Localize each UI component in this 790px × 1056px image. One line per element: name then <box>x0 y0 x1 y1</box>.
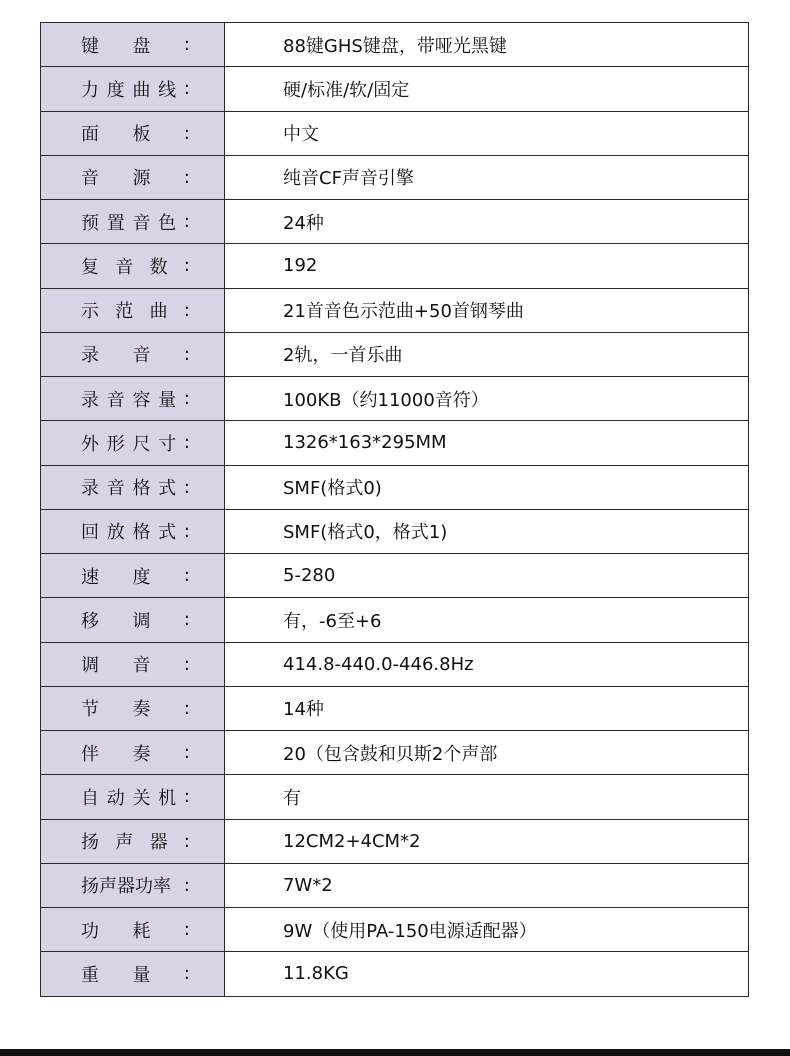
spec-row <box>41 863 749 907</box>
spec-label-char: 音 <box>115 256 134 278</box>
spec-label <box>81 828 190 854</box>
spec-label-char: 范 <box>115 301 134 323</box>
spec-label-char: 键 <box>81 35 99 57</box>
spec-label-char: 度 <box>106 79 125 101</box>
spec-label <box>81 518 190 544</box>
spec-label-char: 复 <box>81 256 99 278</box>
spec-row <box>41 377 749 421</box>
spec-label-char: 功 <box>81 920 99 942</box>
spec-label-char: 示 <box>81 301 99 323</box>
spec-label-colon: : <box>183 388 190 410</box>
spec-value: 纯音CF声音引擎 <box>225 155 749 199</box>
spec-row <box>41 731 749 775</box>
spec-label-char: 预 <box>81 212 99 234</box>
spec-label-cell <box>41 509 225 553</box>
spec-row <box>41 67 749 111</box>
spec-label-cell <box>41 155 225 199</box>
spec-label <box>81 32 190 58</box>
spec-label-cell <box>41 332 225 376</box>
spec-label-char: 式 <box>158 522 177 544</box>
spec-label-char: 尺 <box>132 433 151 455</box>
spec-label-char: 形 <box>106 433 125 455</box>
spec-label-char: 放 <box>106 522 125 544</box>
spec-label <box>81 297 190 323</box>
spec-label <box>81 917 190 943</box>
spec-row <box>41 288 749 332</box>
spec-label-colon: : <box>183 299 190 321</box>
spec-label-cell <box>41 111 225 155</box>
spec-label-colon: : <box>183 874 190 896</box>
spec-label-char: 音 <box>132 655 151 677</box>
spec-label-char: 扬声器功率 <box>81 876 171 898</box>
spec-label-char: 曲 <box>132 79 151 101</box>
spec-label-char: 调 <box>132 610 151 632</box>
spec-label-char: 录 <box>81 478 99 500</box>
spec-label-char: 度 <box>132 566 151 588</box>
spec-label-char: 奏 <box>132 743 151 765</box>
spec-label-colon: : <box>183 78 190 100</box>
spec-label <box>81 386 190 412</box>
spec-label-char: 回 <box>81 522 99 544</box>
spec-label-char: 音 <box>132 345 151 367</box>
spec-label <box>81 430 190 456</box>
spec-label-colon: : <box>183 830 190 852</box>
spec-row <box>41 244 749 288</box>
spec-row <box>41 509 749 553</box>
spec-label-colon: : <box>183 609 190 631</box>
spec-row <box>41 200 749 244</box>
spec-label-colon: : <box>183 565 190 587</box>
spec-value: 100KB（约11000音符） <box>225 377 749 421</box>
spec-label-char: 移 <box>81 610 99 632</box>
spec-label-colon: : <box>183 742 190 764</box>
spec-label-char: 声 <box>115 832 134 854</box>
spec-label <box>81 474 190 500</box>
spec-label-char: 耗 <box>132 920 151 942</box>
spec-label <box>81 961 190 987</box>
spec-label-cell <box>41 200 225 244</box>
spec-label-char: 速 <box>81 566 99 588</box>
spec-label <box>81 563 190 589</box>
spec-label <box>81 740 190 766</box>
spec-table <box>40 22 749 997</box>
spec-label-char: 录 <box>81 389 99 411</box>
spec-label-char: 源 <box>132 168 151 190</box>
spec-label-cell <box>41 952 225 996</box>
spec-value: SMF(格式0) <box>225 465 749 509</box>
spec-label-char: 奏 <box>132 699 151 721</box>
spec-value: 414.8-440.0-446.8Hz <box>225 642 749 686</box>
spec-label-colon: : <box>183 122 190 144</box>
spec-label-char: 节 <box>81 699 99 721</box>
spec-label-char: 调 <box>81 655 99 677</box>
spec-row <box>41 598 749 642</box>
spec-value: 有 <box>225 775 749 819</box>
spec-label-char: 板 <box>132 124 151 146</box>
spec-row <box>41 554 749 598</box>
spec-label-char: 数 <box>149 256 168 278</box>
spec-label-cell <box>41 554 225 598</box>
spec-label-colon: : <box>183 34 190 56</box>
spec-value: 5-280 <box>225 554 749 598</box>
spec-label-char: 音 <box>81 168 99 190</box>
spec-label-char: 自 <box>81 787 99 809</box>
spec-label-colon: : <box>183 963 190 985</box>
spec-value: 12CM2+4CM*2 <box>225 819 749 863</box>
spec-label-char: 器 <box>149 832 168 854</box>
spec-label <box>81 784 190 810</box>
spec-label-cell <box>41 642 225 686</box>
spec-label-char: 式 <box>158 478 177 500</box>
spec-value: 中文 <box>225 111 749 155</box>
spec-label-cell <box>41 908 225 952</box>
spec-label-cell <box>41 775 225 819</box>
spec-value: 20（包含鼓和贝斯2个声部 <box>225 731 749 775</box>
spec-value: 88键GHS键盘，带哑光黑键 <box>225 23 749 67</box>
spec-label <box>81 341 190 367</box>
spec-label-char: 伴 <box>81 743 99 765</box>
spec-value: 7W*2 <box>225 863 749 907</box>
spec-label <box>81 76 190 102</box>
spec-label-char: 容 <box>132 389 151 411</box>
spec-label <box>81 209 190 235</box>
spec-label <box>81 695 190 721</box>
spec-value: 1326*163*295MM <box>225 421 749 465</box>
spec-value: 有，-6至+6 <box>225 598 749 642</box>
spec-label <box>81 253 190 279</box>
spec-label-char: 色 <box>158 212 177 234</box>
spec-row <box>41 155 749 199</box>
spec-label-char: 机 <box>158 787 177 809</box>
spec-label <box>81 872 190 898</box>
spec-label-cell <box>41 288 225 332</box>
spec-value: 21首音色示范曲+50首钢琴曲 <box>225 288 749 332</box>
spec-label-cell <box>41 686 225 730</box>
spec-value: 24种 <box>225 200 749 244</box>
spec-label-char: 面 <box>81 124 99 146</box>
spec-row <box>41 421 749 465</box>
spec-label-colon: : <box>183 653 190 675</box>
spec-row <box>41 952 749 996</box>
spec-value: 11.8KG <box>225 952 749 996</box>
spec-label <box>81 651 190 677</box>
spec-row <box>41 908 749 952</box>
spec-label-colon: : <box>183 166 190 188</box>
spec-label-char: 曲 <box>149 301 168 323</box>
spec-label-char: 重 <box>81 964 99 986</box>
spec-value: 9W（使用PA-150电源适配器） <box>225 908 749 952</box>
spec-value: 2轨，一首乐曲 <box>225 332 749 376</box>
spec-label-colon: : <box>183 697 190 719</box>
spec-table-body <box>41 23 749 997</box>
spec-label-cell <box>41 731 225 775</box>
spec-label-char: 量 <box>132 964 151 986</box>
spec-label <box>81 120 190 146</box>
spec-label-colon: : <box>183 255 190 277</box>
spec-label-char: 动 <box>106 787 125 809</box>
spec-label-char: 录 <box>81 345 99 367</box>
spec-row <box>41 686 749 730</box>
spec-value: SMF(格式0，格式1) <box>225 509 749 553</box>
spec-row <box>41 23 749 67</box>
spec-label-char: 格 <box>132 522 151 544</box>
spec-row <box>41 642 749 686</box>
spec-label-cell <box>41 819 225 863</box>
spec-label-colon: : <box>183 476 190 498</box>
spec-label-char: 盘 <box>132 35 151 57</box>
spec-label-cell <box>41 67 225 111</box>
spec-row <box>41 111 749 155</box>
spec-row <box>41 332 749 376</box>
spec-value: 192 <box>225 244 749 288</box>
spec-label-char: 格 <box>132 478 151 500</box>
bottom-rule <box>0 1049 790 1056</box>
spec-label-char: 外 <box>81 433 99 455</box>
spec-label-colon: : <box>183 786 190 808</box>
spec-label-char: 线 <box>158 79 177 101</box>
spec-label-cell <box>41 421 225 465</box>
spec-label-cell <box>41 598 225 642</box>
spec-label <box>81 607 190 633</box>
spec-value: 硬/标准/软/固定 <box>225 67 749 111</box>
spec-label-cell <box>41 23 225 67</box>
spec-row <box>41 775 749 819</box>
spec-label-colon: : <box>183 919 190 941</box>
spec-label <box>81 164 190 190</box>
spec-row <box>41 465 749 509</box>
spec-label-char: 量 <box>158 389 177 411</box>
spec-row <box>41 819 749 863</box>
spec-value: 14种 <box>225 686 749 730</box>
spec-label-char: 力 <box>81 79 99 101</box>
spec-label-cell <box>41 863 225 907</box>
spec-label-cell <box>41 377 225 421</box>
spec-label-colon: : <box>183 343 190 365</box>
spec-label-char: 音 <box>132 212 151 234</box>
spec-label-char: 音 <box>106 478 125 500</box>
spec-label-cell <box>41 244 225 288</box>
spec-label-char: 寸 <box>158 433 177 455</box>
spec-label-cell <box>41 465 225 509</box>
spec-label-colon: : <box>183 432 190 454</box>
spec-label-char: 置 <box>106 212 125 234</box>
spec-label-char: 扬 <box>81 832 99 854</box>
spec-label-colon: : <box>183 520 190 542</box>
spec-label-char: 关 <box>132 787 151 809</box>
spec-label-char: 音 <box>106 389 125 411</box>
spec-label-colon: : <box>183 211 190 233</box>
